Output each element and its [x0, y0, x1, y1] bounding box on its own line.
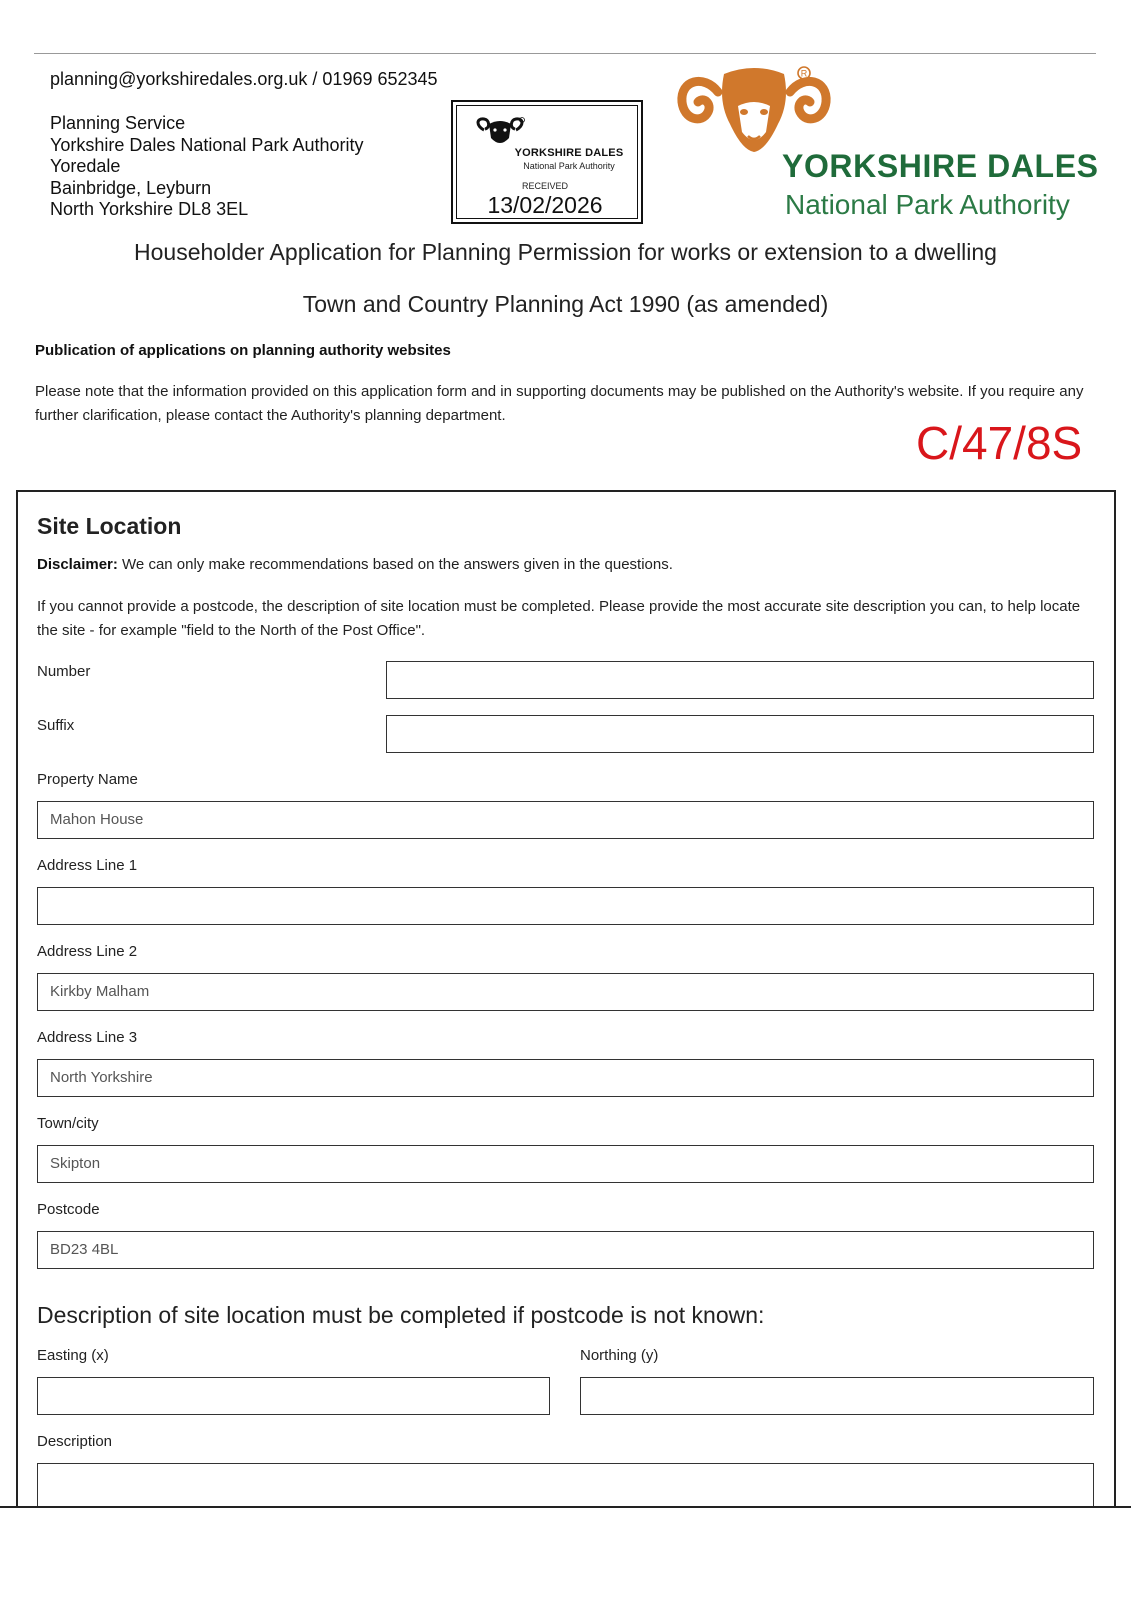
- town-city-label: Town/city: [37, 1115, 99, 1132]
- top-divider: [34, 53, 1096, 54]
- address-line-3-label: Address Line 3: [37, 1029, 138, 1046]
- disclaimer-label: Disclaimer:: [37, 556, 118, 573]
- address-line: North Yorkshire DL8 3EL: [50, 199, 249, 219]
- document-title: Householder Application for Planning Permission for works or extension to a dwelling: [134, 239, 997, 265]
- northing-field[interactable]: [580, 1377, 1094, 1415]
- ram-head-icon: [474, 116, 526, 150]
- reference-number: C/47/8S: [916, 417, 1083, 469]
- stamp-org-sub: National Park Authority: [523, 161, 615, 171]
- address-line-2-field[interactable]: Kirkby Malham: [37, 973, 1094, 1011]
- suffix-label: Suffix: [37, 717, 75, 734]
- logo-subtitle: National Park Authority: [785, 189, 1070, 220]
- page-cut-line: [0, 1506, 1131, 1508]
- disclaimer: [37, 556, 673, 573]
- publication-heading: Publication of applications on planning authority websites: [35, 342, 451, 359]
- address-line-1-label: Address Line 1: [37, 857, 138, 874]
- stamp-date: 13/02/2026: [487, 192, 603, 218]
- town-city-field[interactable]: Skipton: [37, 1145, 1094, 1183]
- logo-title: YORKSHIRE DALES: [782, 148, 1099, 184]
- publication-note: Please note that the information provided on this application form and in supporting documents may be published on the Authority's website. If you require any further clarification, please contact the Authority's planning department.: [35, 383, 1084, 424]
- authority-address: [50, 113, 364, 221]
- stamp-received-label: RECEIVED: [521, 181, 568, 191]
- easting-field[interactable]: [37, 1377, 550, 1415]
- address-line: Yorkshire Dales National Park Authority: [50, 134, 364, 155]
- postcode-field[interactable]: BD23 4BL: [37, 1231, 1094, 1269]
- address-line: Yoredale: [50, 156, 121, 176]
- svg-text:R: R: [800, 68, 808, 79]
- number-label: Number: [37, 663, 91, 680]
- site-instructions: If you cannot provide a postcode, the description of site location must be completed. Please provide the most accurate site description you can, to help locate the site - for example "field to the North of the Post Office".: [37, 598, 1081, 639]
- number-field[interactable]: [386, 661, 1094, 699]
- description-label: Description: [37, 1433, 113, 1450]
- address-line-1-field[interactable]: [37, 887, 1094, 925]
- section-title: Site Location: [37, 513, 182, 539]
- property-name-label: Property Name: [37, 771, 138, 788]
- postcode-label: Postcode: [37, 1201, 100, 1218]
- page-footer-blank: [0, 1508, 1131, 1600]
- address-line-3-field[interactable]: North Yorkshire: [37, 1059, 1094, 1097]
- stamp-org-name: YORKSHIRE DALES: [514, 147, 624, 159]
- address-line: Planning Service: [50, 113, 186, 133]
- site-description-heading: Description of site location must be completed if postcode is not known:: [37, 1302, 765, 1328]
- northing-label: Northing (y): [580, 1347, 659, 1364]
- property-name-field[interactable]: Mahon House: [37, 801, 1094, 839]
- suffix-field[interactable]: [386, 715, 1094, 753]
- document-act: Town and Country Planning Act 1990 (as amended): [302, 291, 829, 317]
- easting-label: Easting (x): [37, 1347, 109, 1364]
- ram-head-logo: [676, 62, 832, 158]
- address-line-2-label: Address Line 2: [37, 943, 138, 960]
- site-location-panel: [16, 490, 1116, 1590]
- contact-line: planning@yorkshiredales.org.uk / 01969 652345: [50, 69, 438, 89]
- address-line: Bainbridge, Leyburn: [50, 177, 212, 198]
- disclaimer-text: We can only make recommendations based on the answers given in the questions.: [117, 556, 673, 573]
- received-stamp: [451, 100, 643, 224]
